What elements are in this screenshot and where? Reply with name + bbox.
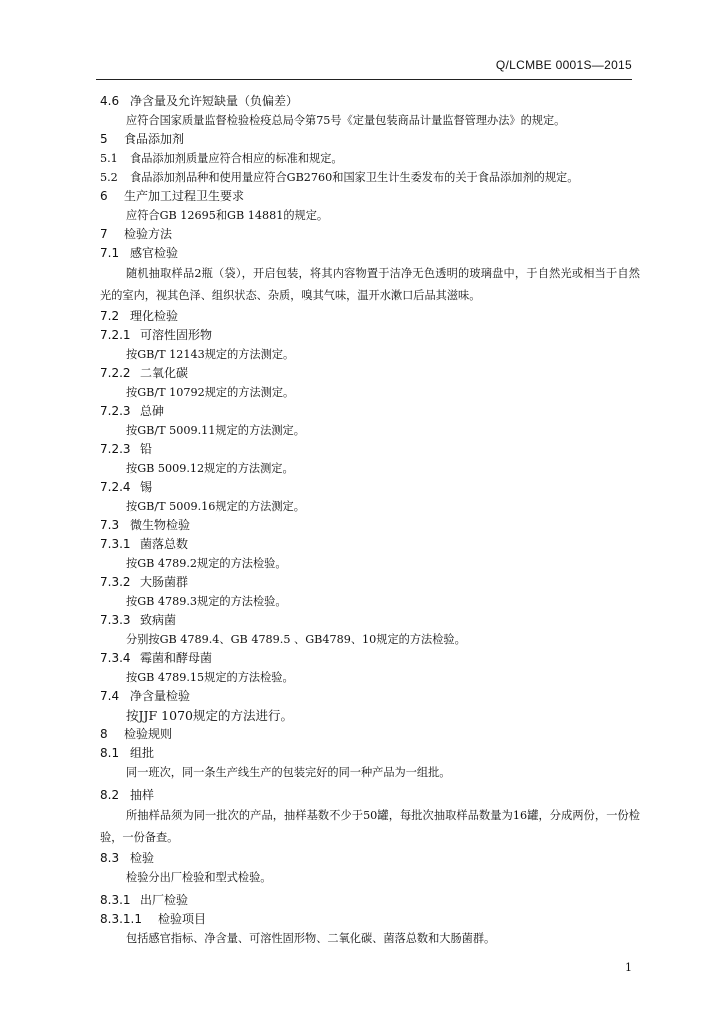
section-number: 5.2 xyxy=(100,171,118,184)
heading-7-2-3-arsenic xyxy=(100,402,640,421)
paragraph-8-3: 检验分出厂检验和型式检验。 xyxy=(126,871,272,884)
paragraph-7-3-1: 按GB 4789.2规定的方法检验。 xyxy=(126,557,287,570)
heading-7-2 xyxy=(100,307,640,326)
heading-7-4 xyxy=(100,687,640,706)
section-title: 可溶性固形物 xyxy=(140,328,213,342)
section-number: 8.3 xyxy=(100,851,120,865)
section-number: 7.3.4 xyxy=(100,651,131,665)
paragraph-7-2-3-arsenic: 按GB/T 5009.11规定的方法测定。 xyxy=(126,424,305,437)
heading-7-2-2 xyxy=(100,364,640,383)
heading-8-3 xyxy=(100,849,640,868)
heading-4-6 xyxy=(100,92,640,111)
heading-7-2-4 xyxy=(100,478,640,497)
page-number: 1 xyxy=(625,961,632,974)
heading-7-1 xyxy=(100,244,640,263)
clause-text: 食品添加剂品种和使用量应符合GB2760和国家卫生计生委发布的关于食品添加剂的规定。 xyxy=(130,171,579,184)
heading-7 xyxy=(100,225,640,244)
section-number: 7 xyxy=(100,227,108,241)
section-number: 7.3.2 xyxy=(100,575,131,589)
paragraph-4-6: 应符合国家质量监督检验检疫总局令第75号《定量包装商品计量监督管理办法》的规定。 xyxy=(126,114,566,127)
section-title: 抽样 xyxy=(130,788,155,802)
section-title: 微生物检验 xyxy=(130,518,191,532)
clause-5-2 xyxy=(100,168,640,187)
paragraph-7-2-2: 按GB/T 10792规定的方法测定。 xyxy=(126,386,295,399)
section-title: 二氧化碳 xyxy=(140,366,189,380)
section-number: 8.2 xyxy=(100,788,120,802)
document-body xyxy=(100,92,640,948)
heading-7-3-1 xyxy=(100,535,640,554)
section-title: 出厂检验 xyxy=(140,893,189,907)
section-title: 总砷 xyxy=(140,404,165,418)
section-title: 霉菌和酵母菌 xyxy=(140,651,213,665)
section-number: 8 xyxy=(100,727,108,741)
clause-5-1 xyxy=(100,149,640,168)
section-title: 食品添加剂 xyxy=(124,132,185,146)
section-number: 8.3.1.1 xyxy=(100,912,142,926)
heading-5 xyxy=(100,130,640,149)
heading-7-2-1 xyxy=(100,326,640,345)
paragraph-8-1: 同一班次，同一条生产线生产的包装完好的同一种产品为一组批。 xyxy=(126,766,451,779)
paragraph-7-1: 随机抽取样品2瓶（袋），开启包装，将其内容物置于洁净无色透明的玻璃盘中，于自然光或相当于自然光的室内，视其色泽、组织状态、杂质，嗅其气味，温开水漱口后品其滋味。 xyxy=(100,267,640,302)
header-rule xyxy=(96,79,632,80)
section-number: 7.2.1 xyxy=(100,328,131,342)
section-title: 铅 xyxy=(140,442,153,456)
section-number: 8.1 xyxy=(100,746,120,760)
section-number: 7.3.1 xyxy=(100,537,131,551)
paragraph-7-2-3-lead: 按GB 5009.12规定的方法测定。 xyxy=(126,462,294,475)
heading-8 xyxy=(100,725,640,744)
section-number: 8.3.1 xyxy=(100,893,131,907)
section-number: 7.1 xyxy=(100,246,120,260)
heading-7-3-3 xyxy=(100,611,640,630)
section-number: 5.1 xyxy=(100,152,118,165)
heading-8-2 xyxy=(100,786,640,805)
section-number: 7.2.2 xyxy=(100,366,131,380)
paragraph-6: 应符合GB 12695和GB 14881的规定。 xyxy=(126,209,329,222)
paragraph-7-4: 按JJF 1070规定的方法进行。 xyxy=(126,708,293,723)
section-title: 检验规则 xyxy=(124,727,173,741)
section-number: 5 xyxy=(100,132,108,146)
section-title: 检验 xyxy=(130,851,155,865)
section-title: 大肠菌群 xyxy=(140,575,189,589)
section-title: 致病菌 xyxy=(140,613,177,627)
section-title: 理化检验 xyxy=(130,309,179,323)
heading-6 xyxy=(100,187,640,206)
section-title: 检验方法 xyxy=(124,227,173,241)
paragraph-7-3-2: 按GB 4789.3规定的方法检验。 xyxy=(126,595,287,608)
section-title: 组批 xyxy=(130,746,155,760)
section-number: 7.2.4 xyxy=(100,480,131,494)
section-number: 7.3.3 xyxy=(100,613,131,627)
heading-7-2-3-lead xyxy=(100,440,640,459)
heading-8-3-1 xyxy=(100,891,640,910)
heading-7-3-2 xyxy=(100,573,640,592)
paragraph-7-3-4: 按GB 4789.15规定的方法检验。 xyxy=(126,671,294,684)
paragraph-7-2-4: 按GB/T 5009.16规定的方法测定。 xyxy=(126,500,305,513)
section-title: 锡 xyxy=(140,480,153,494)
clause-text: 食品添加剂质量应符合相应的标准和规定。 xyxy=(130,152,343,165)
heading-7-3-4 xyxy=(100,649,640,668)
heading-8-1 xyxy=(100,744,640,763)
standard-number: Q/LCMBE 0001S—2015 xyxy=(495,58,632,72)
heading-8-3-1-1 xyxy=(100,910,640,929)
section-number: 7.2.3 xyxy=(100,442,131,456)
section-number: 6 xyxy=(100,189,108,203)
section-number: 7.2 xyxy=(100,309,120,323)
section-title: 感官检验 xyxy=(130,246,179,260)
paragraph-7-2-1: 按GB/T 12143规定的方法测定。 xyxy=(126,348,295,361)
section-number: 7.4 xyxy=(100,689,120,703)
section-title: 生产加工过程卫生要求 xyxy=(124,189,245,203)
section-title: 菌落总数 xyxy=(140,537,189,551)
section-number: 7.3 xyxy=(100,518,120,532)
section-number: 7.2.3 xyxy=(100,404,131,418)
section-title: 净含量及允许短缺量（负偏差） xyxy=(130,94,299,108)
paragraph-8-2: 所抽样品须为同一批次的产品，抽样基数不少于50罐，每批次抽取样品数量为16罐，分成两份，一份检验，一份备查。 xyxy=(100,809,640,844)
section-title: 净含量检验 xyxy=(130,689,191,703)
section-number: 4.6 xyxy=(100,94,120,108)
section-title: 检验项目 xyxy=(158,912,207,926)
paragraph-7-3-3: 分别按GB 4789.4、GB 4789.5 、GB4789、10规定的方法检验。 xyxy=(126,633,466,646)
paragraph-8-3-1-1: 包括感官指标、净含量、可溶性固形物、二氧化碳、菌落总数和大肠菌群。 xyxy=(126,932,496,945)
heading-7-3 xyxy=(100,516,640,535)
